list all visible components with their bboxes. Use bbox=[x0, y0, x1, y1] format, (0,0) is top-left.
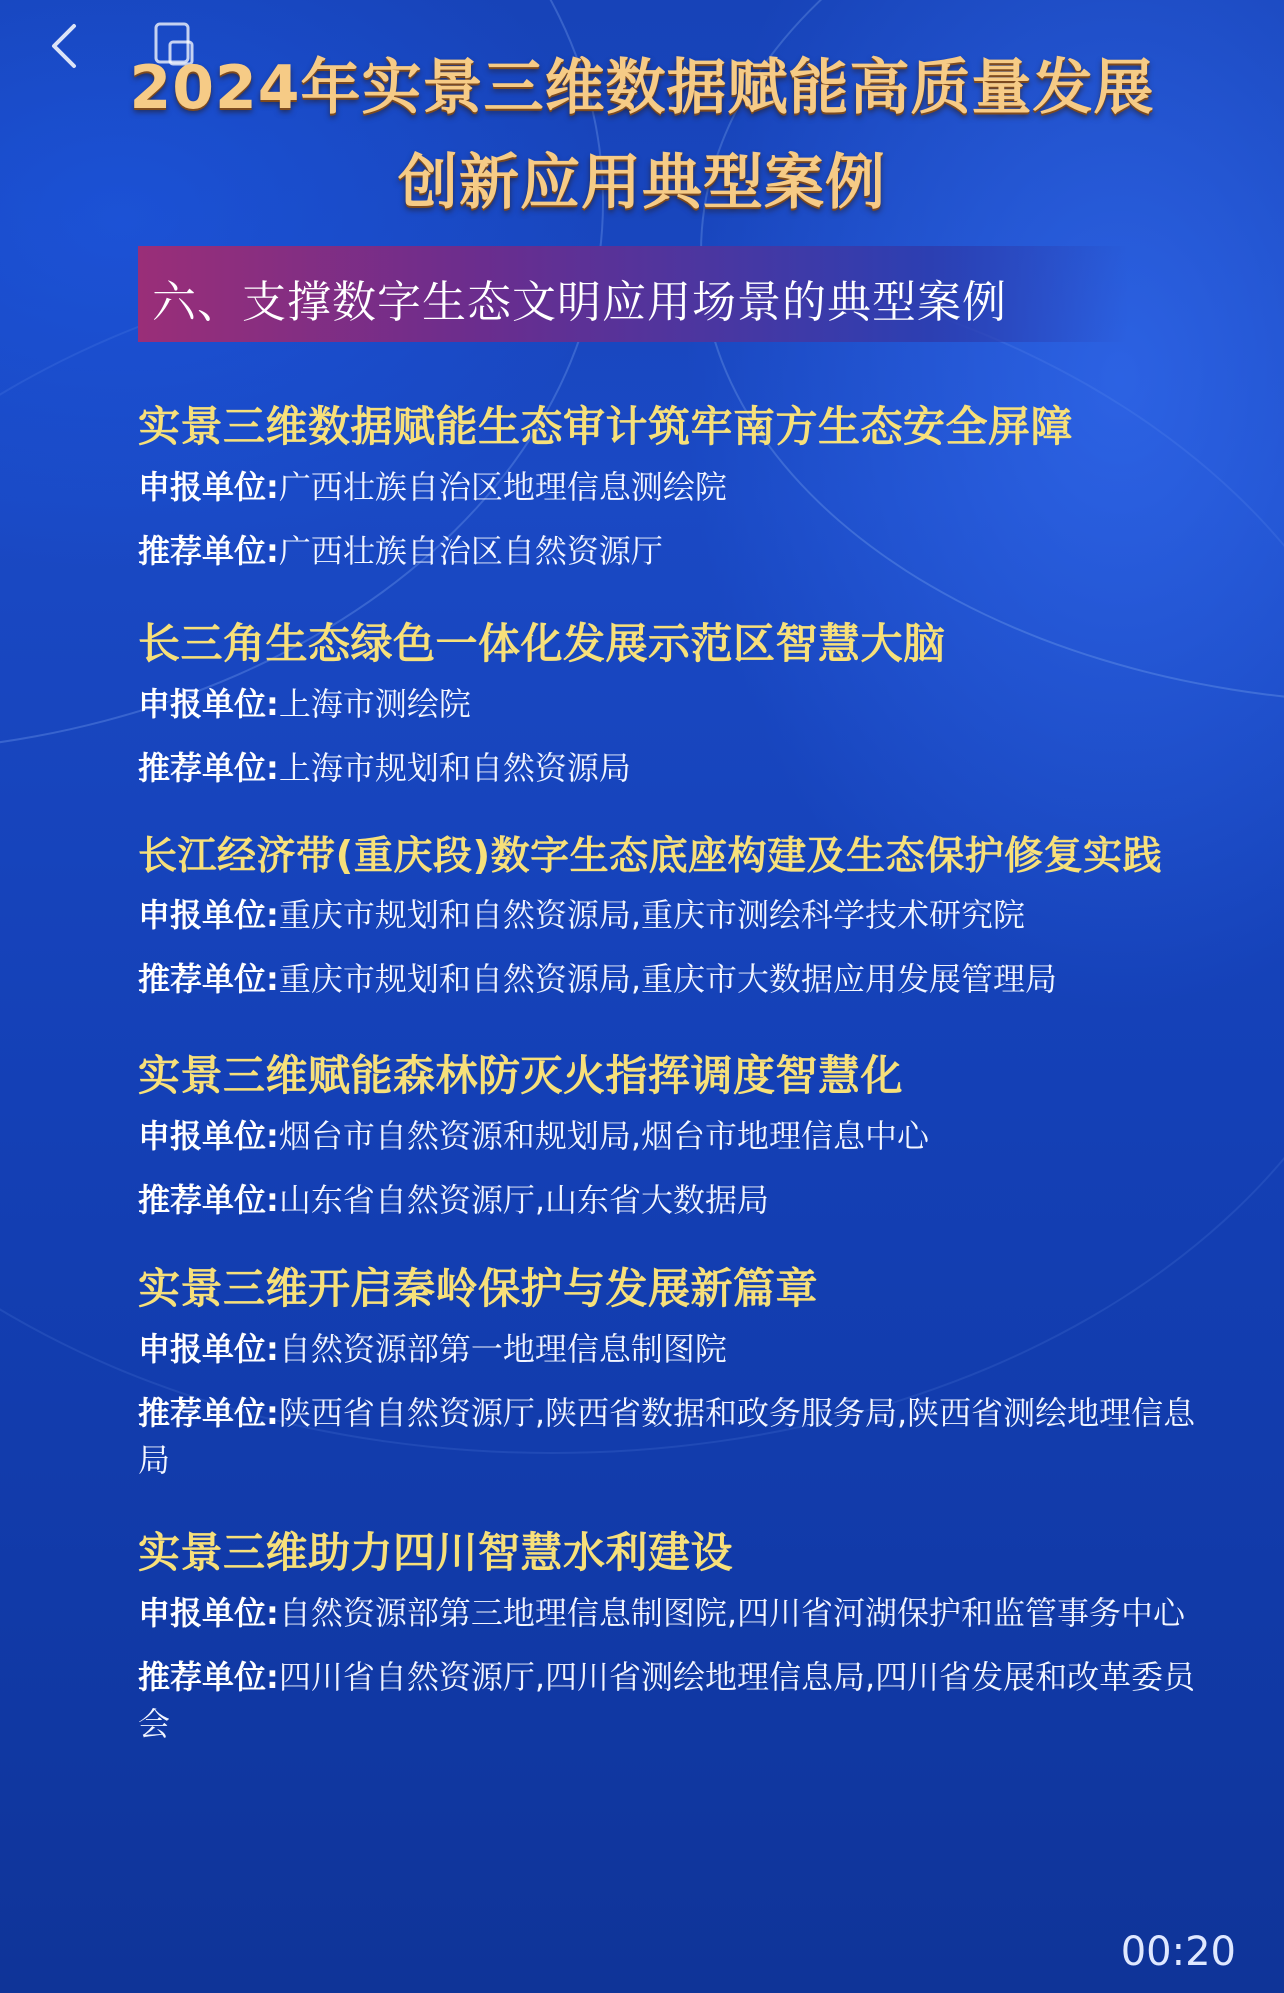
case-item bbox=[138, 1262, 1198, 1484]
recommend-label: 推荐单位: bbox=[138, 1181, 279, 1219]
recommend-value: 广西壮族自治区自然资源厅 bbox=[278, 532, 663, 570]
recommend-unit bbox=[138, 1390, 1198, 1484]
declare-unit bbox=[138, 464, 1198, 511]
declare-label: 申报单位: bbox=[138, 1117, 279, 1155]
declare-label: 申报单位: bbox=[138, 468, 279, 506]
video-timestamp: 00:20 bbox=[1120, 1929, 1236, 1975]
case-title: 长江经济带(重庆段)数字生态底座构建及生态保护修复实践 bbox=[138, 834, 1163, 879]
case-item bbox=[138, 830, 1198, 1003]
recommend-label: 推荐单位: bbox=[138, 749, 279, 787]
declare-value: 广西壮族自治区地理信息测绘院 bbox=[278, 468, 727, 506]
recommend-unit bbox=[138, 956, 1198, 1003]
recommend-value: 四川省自然资源厅,四川省测绘地理信息局,四川省发展和改革委员会 bbox=[138, 1658, 1196, 1743]
declare-label: 申报单位: bbox=[138, 1330, 279, 1368]
declare-unit bbox=[138, 892, 1198, 939]
declare-label: 申报单位: bbox=[138, 1594, 279, 1632]
declare-value: 自然资源部第三地理信息制图院,四川省河湖保护和监管事务中心 bbox=[278, 1594, 1185, 1632]
declare-unit bbox=[138, 1113, 1198, 1160]
recommend-value: 山东省自然资源厅,山东省大数据局 bbox=[278, 1181, 769, 1219]
declare-value: 自然资源部第一地理信息制图院 bbox=[278, 1330, 727, 1368]
recommend-label: 推荐单位: bbox=[138, 960, 279, 998]
recommend-label: 推荐单位: bbox=[138, 532, 279, 570]
recommend-unit bbox=[138, 1177, 1198, 1224]
declare-unit bbox=[138, 681, 1198, 728]
case-title: 实景三维赋能森林防灭火指挥调度智慧化 bbox=[138, 1051, 904, 1100]
case-title: 实景三维助力四川智慧水利建设 bbox=[138, 1528, 734, 1577]
recommend-unit bbox=[138, 745, 1198, 792]
declare-value: 重庆市规划和自然资源局,重庆市测绘科学技术研究院 bbox=[278, 896, 1025, 934]
case-item bbox=[138, 400, 1198, 575]
declare-unit bbox=[138, 1326, 1198, 1373]
case-list bbox=[138, 400, 1198, 1748]
case-title: 实景三维数据赋能生态审计筑牢南方生态安全屏障 bbox=[138, 402, 1074, 451]
page-title-line2: 创新应用典型案例 bbox=[398, 148, 886, 218]
recommend-unit bbox=[138, 1654, 1198, 1748]
declare-label: 申报单位: bbox=[138, 685, 279, 723]
recommend-unit bbox=[138, 528, 1198, 575]
section-banner bbox=[138, 246, 1128, 342]
case-item bbox=[138, 617, 1198, 792]
declare-label: 申报单位: bbox=[138, 896, 279, 934]
recommend-value: 重庆市规划和自然资源局,重庆市大数据应用发展管理局 bbox=[278, 960, 1057, 998]
declare-value: 烟台市自然资源和规划局,烟台市地理信息中心 bbox=[278, 1117, 929, 1155]
section-heading: 六、支撑数字生态文明应用场景的典型案例 bbox=[152, 277, 1007, 328]
case-title: 实景三维开启秦岭保护与发展新篇章 bbox=[138, 1264, 819, 1313]
recommend-value: 陕西省自然资源厅,陕西省数据和政务服务局,陕西省测绘地理信息局 bbox=[138, 1394, 1196, 1479]
case-item bbox=[138, 1049, 1198, 1224]
recommend-label: 推荐单位: bbox=[138, 1394, 279, 1432]
recommend-label: 推荐单位: bbox=[138, 1658, 279, 1696]
declare-value: 上海市测绘院 bbox=[278, 685, 471, 723]
recommend-value: 上海市规划和自然资源局 bbox=[278, 749, 631, 787]
case-item bbox=[138, 1526, 1198, 1748]
page-title-line1: 2024年实景三维数据赋能高质量发展 bbox=[129, 53, 1155, 123]
case-title: 长三角生态绿色一体化发展示范区智慧大脑 bbox=[138, 619, 946, 668]
declare-unit bbox=[138, 1590, 1198, 1637]
